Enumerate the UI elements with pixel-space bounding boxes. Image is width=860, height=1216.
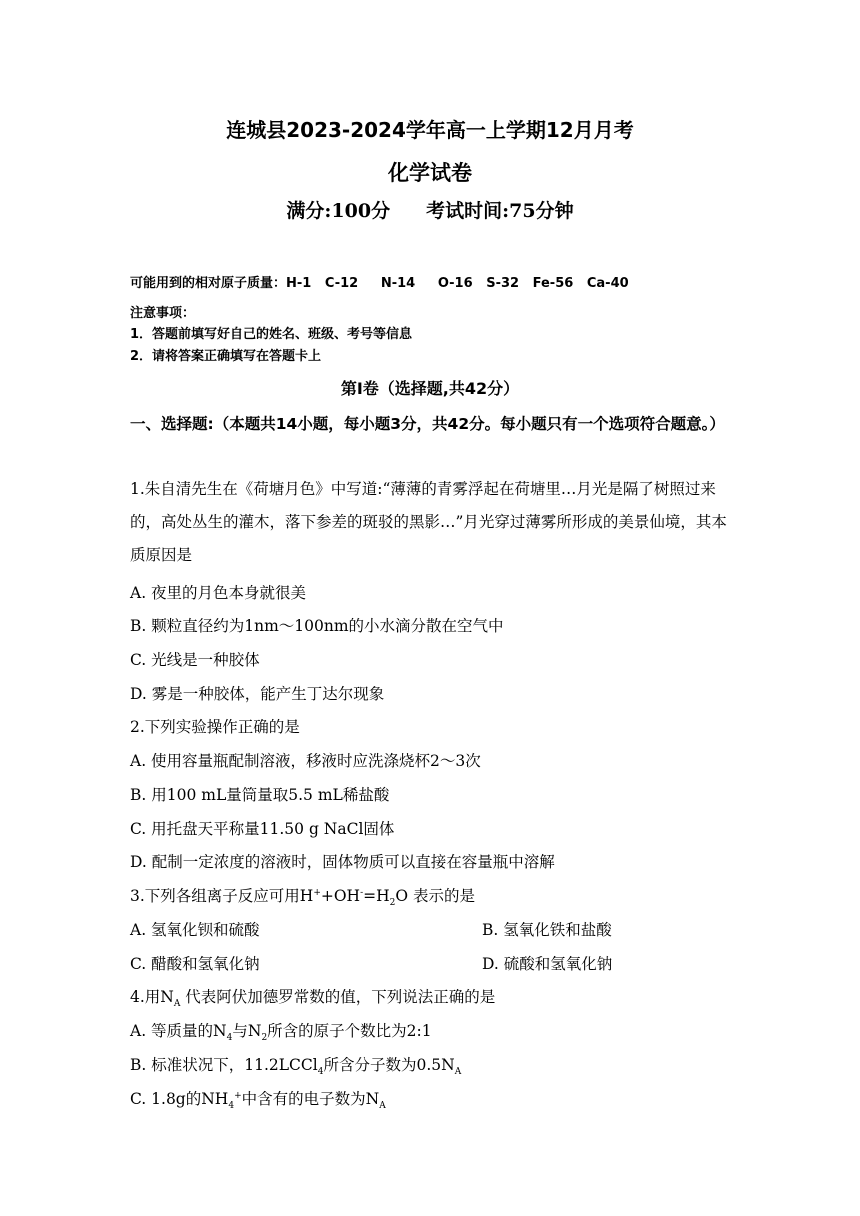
note-item: 1．答题前填写好自己的姓名、班级、考号等信息 [130,327,413,342]
exam-time: 考试时间:75分钟 [426,200,574,222]
question-1-stem: 1.朱自清先生在《荷塘月色》中写道:“薄薄的青雾浮起在荷塘里…月光是隔了树照过来的，高处丛生的灌木，落下参差的斑驳的黑影…”月光穿过薄雾所形成的美景仙境，其本质原因是 [130,480,727,564]
question-3-option-d: D. 硫酸和氢氧化钠 [482,955,613,973]
question-1-option-d: D. 雾是一种胶体，能产生丁达尔现象 [130,685,385,703]
question-4-option-a: A. 等质量的$N_4$与$N_2$所含的原子个数比为2:1 [130,1022,432,1044]
score-time-line [0,196,860,223]
question-2-option-b: B. 用100 mL量筒量取5.5 mL稀盐酸 [130,786,390,804]
note-item: 2．请将答案正确填写在答题卡上 [130,349,322,364]
full-score: 满分:100分 [286,200,391,222]
atomic-masses: 可能用到的相对原子质量：H-1 C-12 N-14 O-16 S-32 Fe-56 Ca-40 [130,276,629,291]
question-4-option-b: B. 标准状况下，11.2LCCl$_4$所含分子数为$0.5N_A$ [130,1056,462,1078]
question-3-option-a: A. 氢氧化钡和硫酸 [130,921,260,939]
subject-title: 化学试卷 [388,161,472,185]
question-2-option-d: D. 配制一定浓度的溶液时，固体物质可以直接在容量瓶中溶解 [130,853,555,871]
exam-title: 连城县2023-2024学年高一上学期12月月考 [226,118,634,142]
question-3-option-c: C. 醋酸和氢氧化钠 [130,955,260,973]
question-1-option-c: C. 光线是一种胶体 [130,651,260,669]
question-2-stem: 2.下列实验操作正确的是 [130,718,300,736]
question-4-option-c: C. 1.8g的$NH_4^+$中含有的电子数为$N_A$ [130,1090,386,1112]
section-title: 第Ⅰ卷（选择题,共42分） [340,379,520,398]
question-4-stem: 4.用$N_A$ 代表阿伏加德罗常数的值，下列说法正确的是 [130,988,496,1010]
notes-title: 注意事项： [130,306,196,321]
question-3-stem: 3.下列各组离子反应可用$H^++OH^-=H_2O$ 表示的是 [130,887,476,909]
question-3-option-b: B. 氢氧化铁和盐酸 [482,921,612,939]
question-1-option-a: A. 夜里的月色本身就很美 [130,584,307,602]
question-2-option-c: C. 用托盘天平称量11.50 g NaCl固体 [130,820,395,838]
question-1-option-b: B. 颗粒直径约为1nm～100nm的小水滴分散在空气中 [130,617,504,635]
part-heading: 一、选择题:（本题共14小题，每小题3分，共42分。每小题只有一个选项符合题意。） [130,415,725,433]
question-2-option-a: A. 使用容量瓶配制溶液，移液时应洗涤烧杯2～3次 [130,752,481,770]
